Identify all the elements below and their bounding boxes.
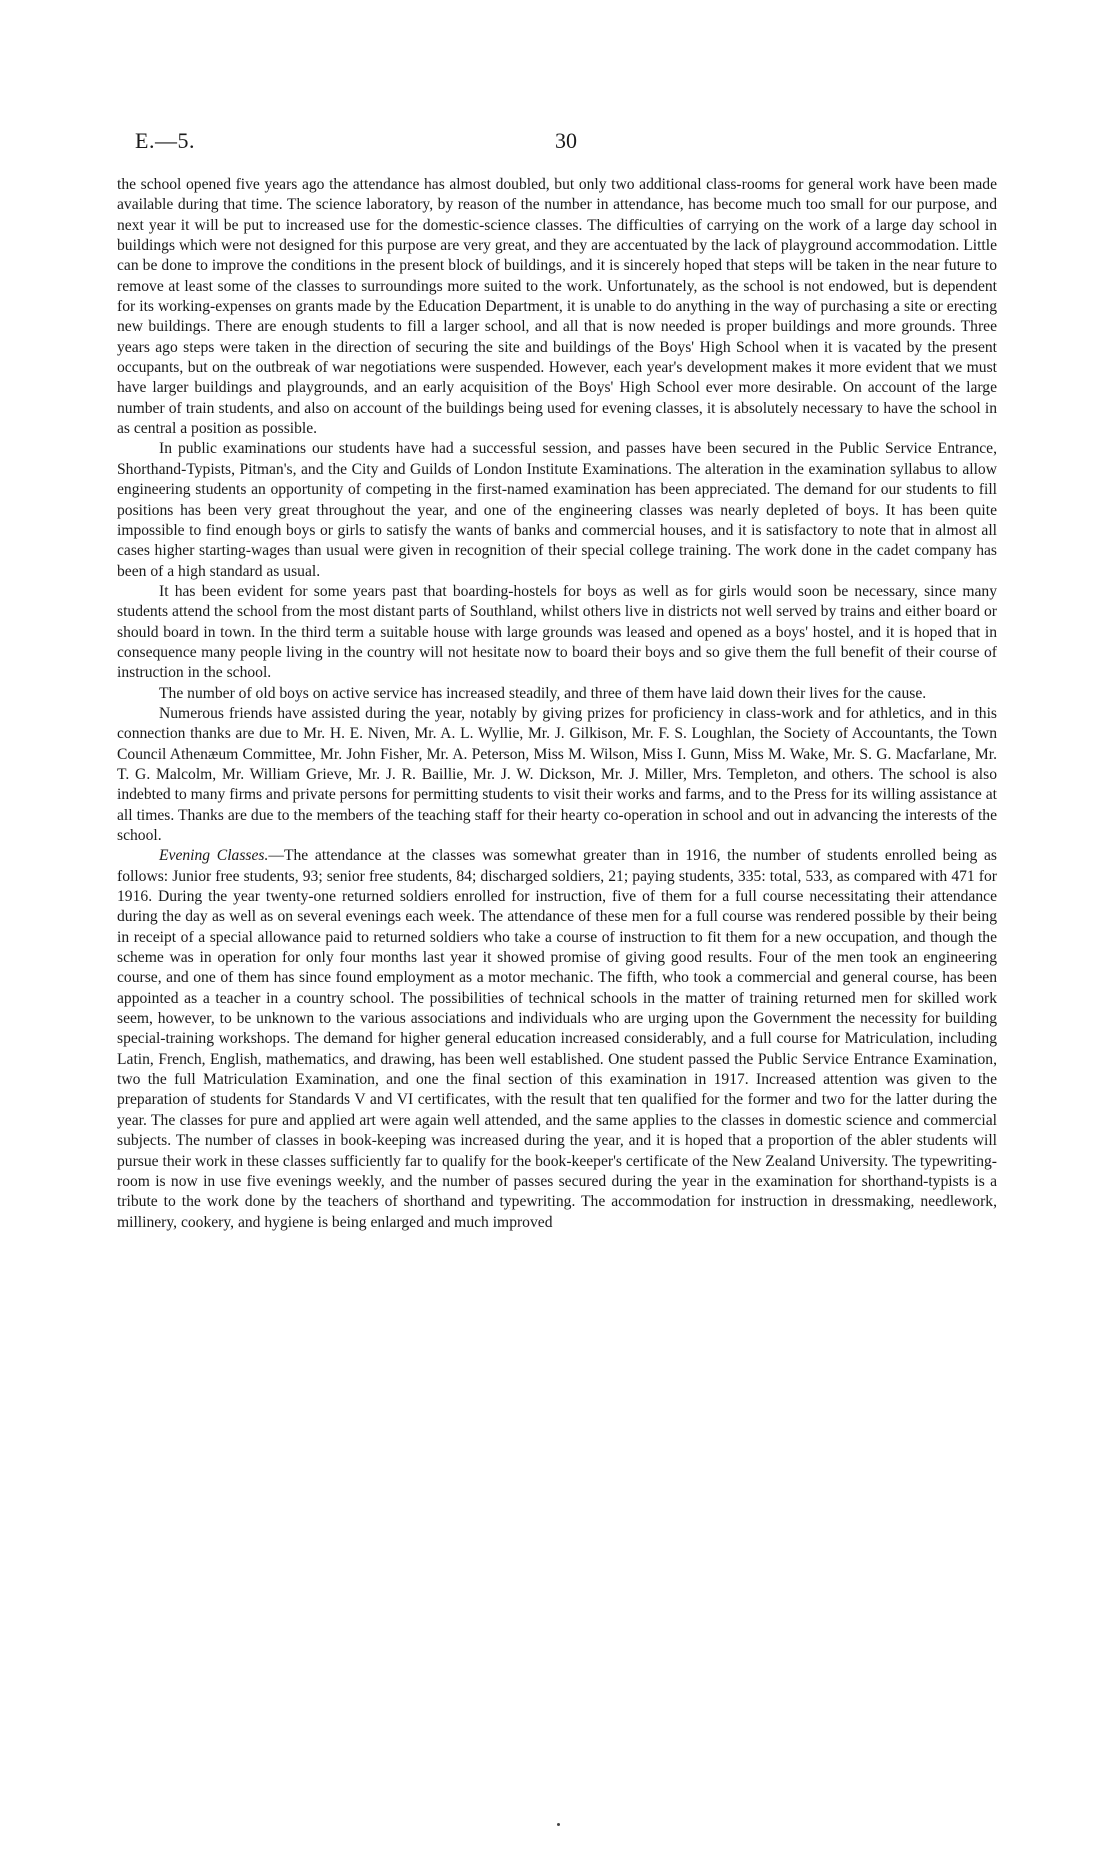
- paragraph-public-examinations: In public examinations our students have had a successful session, and passes have been secured in the Public Service Entrance, Shorthand-Typists, Pitman's, and the City and Guilds of London Institute Examinations. The alteration in the examination syllabus to allow engineering students an opportunity of competing in the first-named examination has been appreciated. The demand for our students to fill positions has been very great throughout the year, and one of the engineering classes was nearly depleted of boys. It has been quite impossible to find enough boys or girls to satisfy the wants of banks and commercial houses, and it is satisfactory to note that in almost all cases higher starting-wages than usual were given in recognition of their special college training. The work done in the cadet company has been of a high standard as usual.: [117, 440, 997, 580]
- page-header: [0, 128, 1114, 158]
- evening-classes-text: —The attendance at the classes was somewhat greater than in 1916, the number of students enrolled being as follows: Junior free students, 93; senior free students, 84; discharged soldiers, 21; paying students, 335: total, 533, as compared with 471 for 1916. During the year twenty-one returned soldiers enrolled for instruction, five of them for a full course necessitating their attendance during the day as well as on several evenings each week. The attendance of these men for a full course was rendered possible by their being in receipt of a special allowance paid to returned soldiers who take a course of instruction to fit them for a new occupation, and though the scheme was in operation for only four months last year it showed promise of giving good results. Four of the men took an engineering course, and one of them has since found employment as a motor mechanic. The fifth, who took a commercial and general course, has been appointed as a teacher in a country school. The possibilities of technical schools in the matter of training returned men for skilled work seem, however, to be unknown to the various associations and individuals who are urging upon the Government the necessity for building special-training workshops. The demand for higher general education increased considerably, and a full course for Matriculation, including Latin, French, English, mathematics, and drawing, has been well established. One student passed the Public Service Entrance Examination, two the full Matriculation Examination, and one the final section of this examination in 1917. Increased attention was given to the preparation of students for Standards V and VI certificates, with the result that ten qualified for the former and two for the latter during the year. The classes for pure and applied art were again well attended, and the same applies to the classes in domestic science and commercial subjects. The number of classes in book-keeping was increased during the year, and it is hoped that a proportion of the abler students will pursue their work in these classes sufficiently far to qualify for the book-keeper's certificate of the New Zealand University. The typewriting-room is now in use five evenings weekly, and the number of passes secured during the year in the examination for shorthand-typists is a tribute to the work done by the teachers of shorthand and typewriting. The accommodation for instruction in dressmaking, needlework, millinery, cookery, and hygiene is being enlarged and much improved: [117, 847, 998, 1231]
- paragraph-evening-classes: [117, 846, 997, 1233]
- page-number: 30: [555, 128, 577, 153]
- evening-classes-heading: Evening Classes.: [159, 847, 269, 865]
- paragraph-boarding-hostels: It has been evident for some years past that boarding-hostels for boys as well as for girls would soon be necessary, since many students attend the school from the most distant parts of Southland, whilst others live in districts not well served by trains and either board or should board in town. In the third term a suitable house with large grounds was leased and opened as a boys' hostel, and it is hoped that in consequence many people living in the country will not hesitate now to board their boys and so give them the full benefit of their course of instruction in the school.: [117, 582, 997, 682]
- document-reference: E.—5.: [135, 128, 195, 153]
- paragraph-acknowledgements: Numerous friends have assisted during the year, notably by giving prizes for proficiency in class-work and for athletics, and in this connection thanks are due to Mr. H. E. Niven, Mr. A. L. Wyllie, Mr. J. Gilkison, Mr. F. S. Loughlan, the Society of Accountants, the Town Council Athenæum Committee, Mr. John Fisher, Mr. A. Peterson, Miss M. Wilson, Miss I. Gunn, Miss M. Wake, Mr. S. G. Macfarlane, Mr. T. G. Malcolm, Mr. William Grieve, Mr. J. R. Baillie, Mr. J. W. Dickson, Mr. J. Miller, Mrs. Templeton, and others. The school is also indebted to many firms and private persons for permitting students to visit their works and farms, and to the Press for its willing assistance at all times. Thanks are due to the members of the teaching staff for their hearty co-operation in school and out in advancing the interests of the school.: [117, 704, 997, 844]
- paragraph-active-service: The number of old boys on active service has increased steadily, and three of them have laid down their lives for the cause.: [159, 684, 927, 702]
- paragraph-school-buildings: the school opened five years ago the attendance has almost doubled, but only two additional class-rooms for general work have been made available during that time. The science laboratory, by reason of the number in attendance, has become much too small for our purpose, and next year it will be put to increased use for the domestic-science classes. The difficulties of carrying on the work of a large day school in buildings which were not designed for this purpose are very great, and they are accentuated by the lack of playground accommodation. Little can be done to improve the conditions in the present block of buildings, and it is sincerely hoped that steps will be taken in the near future to remove at least some of the classes to surroundings more suited to the work. Unfortunately, as the school is not endowed, but is dependent for its working-expenses on grants made by the Education Department, it is unable to do anything in the way of purchasing a site or erecting new buildings. There are enough students to fill a larger school, and all that is now needed is proper buildings and more grounds. Three years ago steps were taken in the direction of securing the site and buildings of the Boys' High School when it is vacated by the present occupants, but on the outbreak of war negotiations were suspended. However, each year's development makes it more evident that we must have larger buildings and playgrounds, and an early acquisition of the Boys' High School ever more desirable. On account of the large number of train students, and also on account of the buildings being used for evening classes, it is absolutely necessary to have the school in as central a position as possible.: [117, 176, 997, 438]
- report-body: [117, 175, 997, 1233]
- page-mark: [557, 1823, 560, 1826]
